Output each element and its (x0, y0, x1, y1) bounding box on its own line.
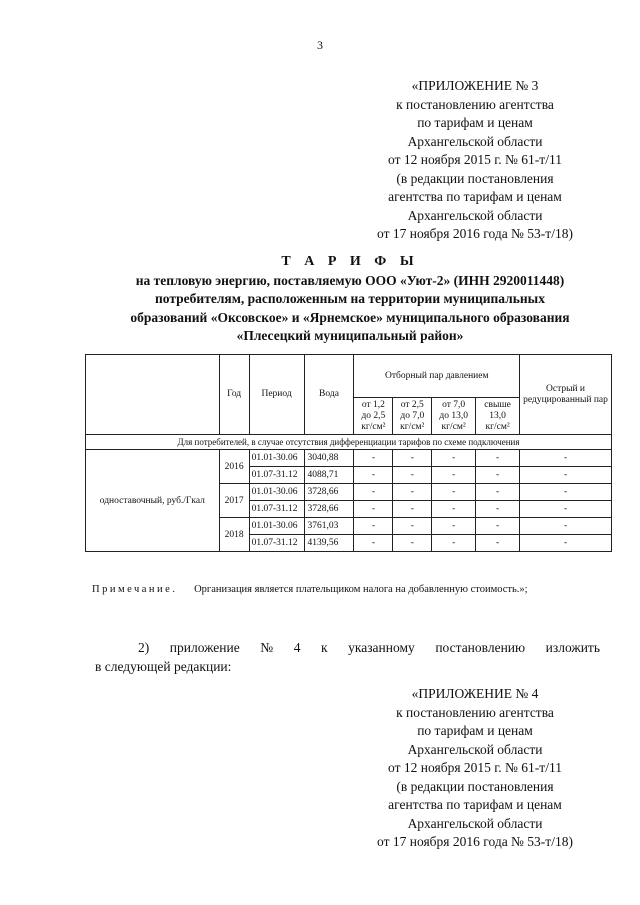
water-cell: 3040,88 (304, 450, 354, 467)
appendix-line: Архангельской области (407, 207, 543, 223)
water-cell: 4139,56 (304, 535, 354, 552)
appendix-line: «ПРИЛОЖЕНИЕ № 3 (411, 78, 539, 93)
appendix-4-header (345, 685, 605, 852)
dash-cell: - (393, 501, 432, 518)
page-number: 3 (317, 38, 323, 52)
period-cell: 01.01-30.06 (249, 518, 304, 535)
title-line: образований «Оксовское» и «Ярнемское» муниципального образования (130, 309, 570, 325)
dash-cell: - (354, 535, 393, 552)
dash-cell: - (393, 467, 432, 484)
dash-cell: - (476, 484, 520, 501)
paragraph-word: к (321, 640, 328, 655)
paragraph-word: изложить (545, 640, 600, 655)
paragraph-word: приложение (169, 640, 240, 655)
year-cell: 2017 (219, 484, 249, 518)
paragraph-word: № (260, 640, 274, 655)
appendix-line: Архангельской области (407, 815, 543, 831)
dash-cell: - (476, 450, 520, 467)
appendix-line: (в редакции постановления (396, 778, 554, 794)
dash-cell: - (432, 535, 476, 552)
appendix-line: по тарифам и ценам (417, 723, 533, 738)
tariffs-title (90, 253, 610, 346)
appendix-line: (в редакции постановления (396, 170, 554, 186)
paragraph-word: постановлению (435, 640, 526, 655)
paragraph-word: 2) (138, 640, 150, 655)
dash-cell: - (354, 484, 393, 501)
dash-cell: - (476, 535, 520, 552)
appendix-line: по тарифам и ценам (417, 115, 533, 130)
dash-cell: - (520, 450, 612, 467)
dash-cell: - (354, 501, 393, 518)
header-steam: Отборный пар давлением (354, 355, 520, 398)
dash-cell: - (476, 518, 520, 535)
period-cell: 01.01-30.06 (249, 484, 304, 501)
header-empty (86, 355, 220, 435)
amendment-paragraph (95, 638, 600, 676)
note (92, 584, 528, 595)
dash-cell: - (354, 450, 393, 467)
dash-cell: - (393, 484, 432, 501)
dash-cell: - (520, 484, 612, 501)
title-line: «Плесецкий муниципальный район» (236, 328, 464, 343)
appendix-line: от 12 ноября 2015 г. № 61-т/11 (388, 152, 562, 167)
paragraph-word: 4 (293, 640, 301, 655)
dash-cell: - (393, 518, 432, 535)
appendix-3-header (345, 77, 605, 244)
period-cell: 01.07-31.12 (249, 467, 304, 484)
header-sharp-steam: Острый и редуцированный пар (520, 355, 612, 435)
appendix-line: Архангельской области (407, 133, 543, 149)
title-line: на тепловую энергию, поставляемую ООО «Уют-2» (ИНН 2920011448) (135, 272, 565, 288)
dash-cell: - (354, 467, 393, 484)
paragraph-word: указанному (348, 640, 415, 655)
dash-cell: - (520, 501, 612, 518)
appendix-line: от 17 ноября 2016 года № 53-т/18) (377, 834, 573, 849)
header-period: Период (249, 355, 304, 435)
paragraph-line-2: в следующей редакции: (95, 659, 232, 674)
appendix-line: агентства по тарифам и ценам (388, 189, 562, 204)
tariffs-heading: Т А Р И Ф Ы (281, 254, 419, 269)
dash-cell: - (393, 535, 432, 552)
appendix-line: Архангельской области (407, 741, 543, 757)
title-line: потребителям, расположенным на территории муниципальных (155, 291, 545, 306)
header-pressure-2: от 2,5 до 7,0 кг/см² (393, 398, 432, 435)
dash-cell: - (432, 484, 476, 501)
appendix-line: к постановлению агентства (396, 704, 554, 720)
water-cell: 3761,03 (304, 518, 354, 535)
appendix-line: от 17 ноября 2016 года № 53-т/18) (377, 226, 573, 241)
year-cell: 2016 (219, 450, 249, 484)
note-label: Примечание. (92, 584, 178, 595)
dash-cell: - (476, 467, 520, 484)
period-cell: 01.07-31.12 (249, 501, 304, 518)
paragraph-line-1 (95, 638, 600, 657)
year-cell: 2018 (219, 518, 249, 552)
dash-cell: - (476, 501, 520, 518)
water-cell: 4088,71 (304, 467, 354, 484)
header-water: Вода (304, 355, 354, 435)
header-year: Год (219, 355, 249, 435)
table-row (86, 450, 612, 467)
note-text: Организация является плательщиком налога на добавленную стоимость.»; (194, 584, 528, 595)
appendix-line: «ПРИЛОЖЕНИЕ № 4 (411, 686, 539, 701)
water-cell: 3728,66 (304, 501, 354, 518)
dash-cell: - (432, 501, 476, 518)
dash-cell: - (432, 450, 476, 467)
row-label: одноставочный, руб./Гкал (86, 450, 220, 552)
group-label: Для потребителей, в случае отсутствия дифференциации тарифов по схеме подключения (86, 435, 612, 450)
dash-cell: - (520, 535, 612, 552)
period-cell: 01.07-31.12 (249, 535, 304, 552)
header-pressure-3: от 7,0 до 13,0 кг/см² (432, 398, 476, 435)
appendix-line: агентства по тарифам и ценам (388, 797, 562, 812)
tariffs-table (85, 354, 612, 552)
dash-cell: - (432, 467, 476, 484)
period-cell: 01.01-30.06 (249, 450, 304, 467)
header-pressure-1: от 1,2 до 2,5 кг/см² (354, 398, 393, 435)
dash-cell: - (432, 518, 476, 535)
water-cell: 3728,66 (304, 484, 354, 501)
dash-cell: - (520, 467, 612, 484)
dash-cell: - (354, 518, 393, 535)
appendix-line: от 12 ноября 2015 г. № 61-т/11 (388, 760, 562, 775)
header-pressure-4: свыше 13,0 кг/см² (476, 398, 520, 435)
dash-cell: - (520, 518, 612, 535)
dash-cell: - (393, 450, 432, 467)
appendix-line: к постановлению агентства (396, 96, 554, 112)
